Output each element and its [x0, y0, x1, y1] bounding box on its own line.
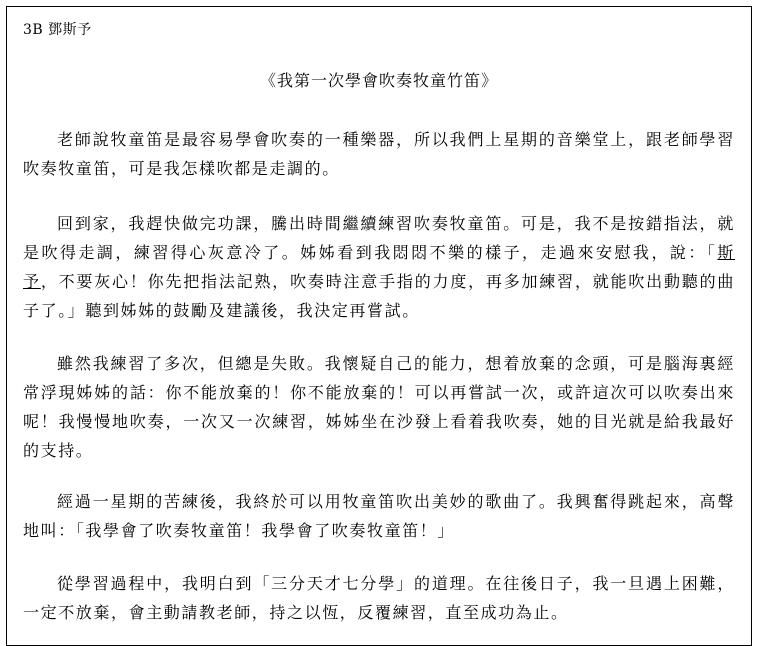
- paragraph-2-text-start: 回到家，我趕快做完功課，騰出時間繼續練習吹奏牧童笛。可是，我不是按錯指法，就是吹得走調，練習得心灰意冷了。姊姊看到我悶悶不樂的樣子，走過來安慰我，說：「: [23, 214, 735, 262]
- paragraph-5: 從學習過程中，我明白到「三分天才七分學」的道理。在往後日子，我一旦遇上困難，一定不放棄，會主動請教老師，持之以恆，反覆練習，直至成功為止。: [23, 574, 735, 622]
- author-line: 3B 鄧斯予: [23, 22, 92, 38]
- essay-title: 《我第一次學會吹奏牧童竹笛》: [259, 71, 498, 90]
- paragraph-3: 雖然我練習了多次，但總是失敗。我懷疑自己的能力，想着放棄的念頭，可是腦海裏經常浮現姊姊的話：你不能放棄的！你不能放棄的！可以再嘗試一次，或許這次可以吹奏出來呢！我慢慢地吹奏，一次又一次練習，姊姊坐在沙發上看着我吹奏，她的目光就是給我最好的支持。: [23, 354, 735, 460]
- paragraph-4: 經過一星期的苦練後，我終於可以用牧童笛吹出美妙的歌曲了。我興奮得跳起來，高聲地叫：「我學會了吹奏牧童笛！我學會了吹奏牧童笛！」: [23, 492, 735, 540]
- paragraph-1: 老師說牧童笛是最容易學會吹奏的一種樂器，所以我們上星期的音樂堂上，跟老師學習吹奏牧童笛，可是我怎樣吹都是走調的。: [23, 130, 735, 178]
- document-page: [6, 6, 752, 646]
- paragraph-2: [23, 209, 735, 325]
- underlined-name: 斯予: [23, 243, 735, 291]
- paragraph-2-text-end: ，不要灰心！你先把指法記熟，吹奏時注意手指的力度，再多加練習，就能吹出動聽的曲子了。」聽到姊姊的鼓勵及建議後，我決定再嘗試。: [23, 272, 735, 320]
